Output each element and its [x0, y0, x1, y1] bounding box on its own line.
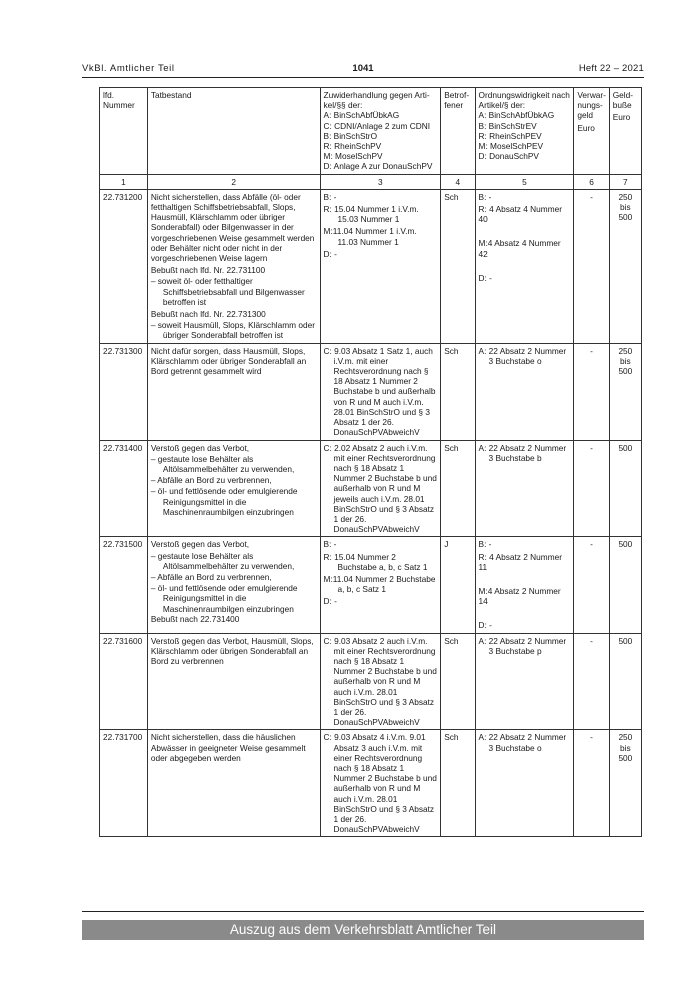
table-body — [100, 189, 642, 837]
zuwider-line: B: - — [323, 539, 337, 550]
row-verwarnungsgeld: - — [574, 633, 609, 730]
table-row — [100, 633, 642, 730]
owi-line: A: 22 Absatz 2 Nummer 3 Buchstabe p — [478, 635, 567, 656]
row-zuwiderhandlung — [320, 189, 441, 343]
row-geldbusse — [609, 343, 641, 440]
header-line: kel/§§ der: — [323, 100, 363, 111]
header-line: nungs- — [577, 100, 603, 111]
row-betroffener: Sch — [441, 440, 475, 537]
row-tatbestand — [147, 440, 320, 537]
header-line: B: BinSchStrEV — [478, 120, 537, 131]
row-betroffener: Sch — [441, 189, 475, 343]
owi-line: R: 4 Absatz 2 Nummer 11 — [478, 551, 562, 572]
row-ordnungswidrigkeit — [475, 633, 574, 730]
tatbestand-text: Nicht dafür sorgen, dass Hausmüll, Slops, Klärschlamm oder übriger Sonderabfall an Bord getrennt gesammelt wird — [150, 345, 307, 377]
issue-label: Heft 22 – 2021 — [578, 63, 644, 74]
table-head — [100, 88, 642, 190]
row-betroffener: Sch — [441, 633, 475, 730]
header-line: Euro — [577, 122, 595, 133]
table-row — [100, 537, 642, 633]
zuwider-line: R: 15.04 Nummer 1 i.V.m. 15.03 Nummer 1 — [323, 204, 419, 225]
footer-rule — [82, 911, 644, 912]
col-number: 6 — [574, 174, 609, 189]
header-line: buße — [612, 100, 632, 111]
header-line: lfd. — [103, 90, 115, 100]
geldbusse-line: 500 — [618, 212, 633, 223]
header-line: fener — [444, 100, 464, 111]
dash-item: – soweit öl- oder fetthaltiger Schiffsbetriebsabfall und Bilgenwasser betroffen ist — [150, 276, 305, 307]
tatbestand-text: Nicht sicherstellen, dass Abfälle (öl- oder fetthaltigen Schiffsbetriebsabfall, Slops, Hausmüll, Klärschlamm oder übriger Sonderabfall) oder Bilgenwasser in der vorgeschriebenen Weise gesammelt werden oder Behälter nicht oder nicht in der vorgeschriebenen Weise lagern — [150, 191, 315, 264]
row-nummer: 22.731300 — [100, 343, 148, 440]
dash-item: – Abfälle an Bord zu verbrennen, — [150, 571, 272, 582]
col-number: 3 — [320, 174, 441, 189]
geldbusse-line: 250 — [618, 345, 633, 356]
col-number: 5 — [475, 174, 574, 189]
bebusst-note: Bebußt nach lfd. Nr. 22.731300 — [150, 309, 266, 320]
row-ordnungswidrigkeit — [475, 537, 574, 633]
owi-line: A: 22 Absatz 2 Nummer 3 Buchstabe o — [478, 732, 567, 753]
header-line: R: RheinSchPV — [323, 141, 382, 152]
owi-line: A: 22 Absatz 2 Nummer 3 Buchstabe b — [478, 442, 567, 463]
header-line: Tatbestand — [150, 90, 192, 100]
header-rule — [82, 77, 644, 78]
geldbusse-line: 250 — [618, 191, 633, 202]
row-betroffener: Sch — [441, 730, 475, 837]
geldbusse-line: bis — [620, 202, 631, 213]
dash-item: – öl- und fettlösende oder emulgierende Reinigungsmittel in die Maschinenraumbilgen einzubringen — [150, 583, 298, 614]
geldbusse-line: 250 — [618, 732, 633, 743]
owi-line: D: - — [478, 272, 492, 283]
row-nummer: 22.731500 — [100, 537, 148, 633]
page-header — [82, 63, 644, 75]
col-header-verwarnungsgeld — [574, 88, 609, 175]
row-verwarnungsgeld: - — [574, 730, 609, 837]
row-nummer: 22.731700 — [100, 730, 148, 837]
geldbusse-line: 500 — [618, 635, 633, 646]
row-zuwiderhandlung — [320, 343, 441, 440]
geldbusse-line: 500 — [618, 366, 633, 377]
row-ordnungswidrigkeit — [475, 189, 574, 343]
row-geldbusse — [609, 440, 641, 537]
dash-item: – öl- und fettlösende oder emulgierende Reinigungsmittel in die Maschinenraumbilgen einzubringen — [150, 486, 298, 517]
bebusst-note: Bebußt nach lfd. Nr. 22.731100 — [150, 265, 266, 276]
penalty-table — [99, 87, 642, 837]
tatbestand-text: Verstoß gegen das Verbot, — [150, 442, 250, 453]
column-number-row — [100, 174, 642, 189]
col-number: 4 — [441, 174, 475, 189]
header-line: D: DonauSchPV — [478, 151, 539, 162]
zuwider-line: D: - — [323, 596, 337, 607]
row-zuwiderhandlung — [320, 440, 441, 537]
row-zuwiderhandlung — [320, 730, 441, 837]
col-number: 2 — [147, 174, 320, 189]
owi-line: M:4 Absatz 4 Nummer 42 — [478, 238, 561, 259]
geldbusse-line: bis — [620, 355, 631, 366]
owi-line: B: - — [478, 539, 492, 550]
header-line: M: MoselSchPV — [323, 151, 383, 162]
header-line: Betrof- — [444, 90, 470, 100]
header-line: Zuwiderhandlung gegen Arti- — [323, 90, 430, 100]
header-line: geld — [577, 110, 594, 121]
row-betroffener: J — [441, 537, 475, 633]
zuwider-line: B: - — [323, 191, 337, 202]
zuwider-line: C: 9.03 Absatz 2 auch i.V.m. mit einer Rechtsverordnung nach § 18 Absatz 1 Nummer 2 Buchstabe b und außerhalb von R und M auch i.V.m. 28.01 BinSchStrO und § 3 Absatz 1 der 26. DonauSchPVAbweichV — [323, 635, 437, 728]
col-header-nummer — [100, 88, 148, 175]
row-ordnungswidrigkeit — [475, 730, 574, 837]
row-tatbestand — [147, 537, 320, 633]
zuwider-line: M:11.04 Nummer 2 Buchstabe a, b, c Satz 1 — [323, 573, 436, 595]
header-line: A: BinSchAbfÜbkAG — [478, 110, 555, 121]
row-verwarnungsgeld: - — [574, 440, 609, 537]
header-line: Geld- — [612, 90, 634, 100]
row-verwarnungsgeld: - — [574, 189, 609, 343]
header-line: M: MoselSchPEV — [478, 141, 544, 152]
table-row — [100, 440, 642, 537]
header-line: Ordnungswidrigkeit nach — [478, 90, 570, 100]
row-ordnungswidrigkeit — [475, 343, 574, 440]
header-line: Verwar- — [577, 90, 606, 100]
row-nummer: 22.731200 — [100, 189, 148, 343]
owi-line: A: 22 Absatz 2 Nummer 3 Buchstabe o — [478, 345, 567, 366]
row-nummer: 22.731400 — [100, 440, 148, 537]
col-header-betroffener — [441, 88, 475, 175]
bebusst-note: Bebußt nach 22.731400 — [150, 613, 240, 624]
row-geldbusse — [609, 633, 641, 730]
dash-item: – gestaute lose Behälter als Altölsammelbehälter zu verwenden, — [150, 550, 295, 571]
dash-item: – soweit Hausmüll, Slops, Klärschlamm oder übriger Sonderabfall betroffen ist — [150, 320, 315, 341]
row-tatbestand — [147, 343, 320, 440]
col-number: 1 — [100, 174, 148, 189]
zuwider-line: C: 9.03 Absatz 1 Satz 1, auch i.V.m. mit einer Rechtsverordnung nach § 18 Absatz 1 Nummer 2 Buchstabe b und außerhalb von R und M auch i.V.m. 28.01 BinSchStrO und § 3 Absatz 1 der 26. DonauSchPVAbweichV — [323, 345, 436, 438]
header-line: A: BinSchAbfÜbkAG — [323, 110, 400, 121]
tatbestand-text: Verstoß gegen das Verbot, — [150, 539, 250, 550]
geldbusse-line: 500 — [618, 539, 633, 550]
tatbestand-text: Verstoß gegen das Verbot, Hausmüll, Slops, Klärschlamm oder übrigen Sonderabfall an Bord zu verbrennen — [150, 635, 314, 666]
header-line: C: CDNI/Anlage 2 zum CDNI — [323, 120, 431, 131]
header-line: R: RheinSchPEV — [478, 130, 542, 141]
row-tatbestand — [147, 633, 320, 730]
header-line: D: Anlage A zur DonauSchPV — [323, 161, 433, 172]
header-line: Euro — [612, 112, 631, 123]
row-zuwiderhandlung — [320, 633, 441, 730]
owi-line: R: 4 Absatz 4 Nummer 40 — [478, 204, 562, 225]
row-betroffener: Sch — [441, 343, 475, 440]
row-tatbestand — [147, 730, 320, 837]
header-line: B: BinSchStrO — [323, 130, 378, 141]
journal-name: VkBl. Amtlicher Teil — [82, 63, 175, 74]
table-row — [100, 343, 642, 440]
row-geldbusse — [609, 189, 641, 343]
page-number: 1041 — [352, 63, 374, 74]
col-header-geldbusse — [609, 88, 641, 175]
row-nummer: 22.731600 — [100, 633, 148, 730]
zuwider-line: D: - — [323, 248, 337, 259]
owi-line: D: - — [478, 620, 492, 631]
row-verwarnungsgeld: - — [574, 343, 609, 440]
row-zuwiderhandlung — [320, 537, 441, 633]
geldbusse-line: bis — [620, 742, 631, 753]
row-ordnungswidrigkeit — [475, 440, 574, 537]
dash-item: – gestaute lose Behälter als Altölsammelbehälter zu verwenden, — [150, 453, 295, 474]
col-header-zuwiderhandlung — [320, 88, 441, 175]
geldbusse-line: 500 — [618, 442, 633, 453]
row-verwarnungsgeld: - — [574, 537, 609, 633]
header-line: Artikel/§ der: — [478, 100, 526, 111]
col-number: 7 — [609, 174, 641, 189]
header-line: Nummer — [103, 100, 135, 111]
col-header-tatbestand — [147, 88, 320, 175]
col-header-ordnungswidrigkeit — [475, 88, 574, 175]
table-row — [100, 189, 642, 343]
tatbestand-text: Nicht sicherstellen, dass die häuslichen Abwässer in geeigneter Weise gesammelt oder abgegeben werden — [150, 732, 306, 763]
row-geldbusse — [609, 537, 641, 633]
zuwider-line: M:11.04 Nummer 1 i.V.m. 11.03 Nummer 1 — [323, 226, 417, 247]
owi-line: M:4 Absatz 2 Nummer 14 — [478, 585, 561, 607]
zuwider-line: R: 15.04 Nummer 2 Buchstabe a, b, c Satz 1 — [323, 551, 428, 572]
row-geldbusse — [609, 730, 641, 837]
dash-item: – Abfälle an Bord zu verbrennen, — [150, 475, 272, 486]
owi-line: B: - — [478, 191, 492, 202]
zuwider-line: C: 2.02 Absatz 2 auch i.V.m. mit einer Rechtsverordnung nach § 18 Absatz 1 Nummer 2 Buchstabe b und außerhalb von R und M jeweils auch i.V.m. 28.01 BinSchStrO und § 3 Absatz 1 der 26. DonauSchPVAbweichV — [323, 442, 437, 535]
header-row — [100, 88, 642, 175]
geldbusse-line: 500 — [618, 752, 633, 763]
row-tatbestand — [147, 189, 320, 343]
zuwider-line: C: 9.03 Absatz 4 i.V.m. 9.01 Absatz 3 auch i.V.m. mit einer Rechtsverordnung nach § 18 Absatz 1 Nummer 2 Buchstabe b und außerhalb von R und M auch i.V.m. 28.01 BinSchStrO und § 3 Absatz 1 der 26. DonauSchPVAbweichV — [323, 732, 437, 835]
table-row — [100, 730, 642, 837]
footer-banner: Auszug aus dem Verkehrsblatt Amtlicher Teil — [82, 920, 644, 940]
